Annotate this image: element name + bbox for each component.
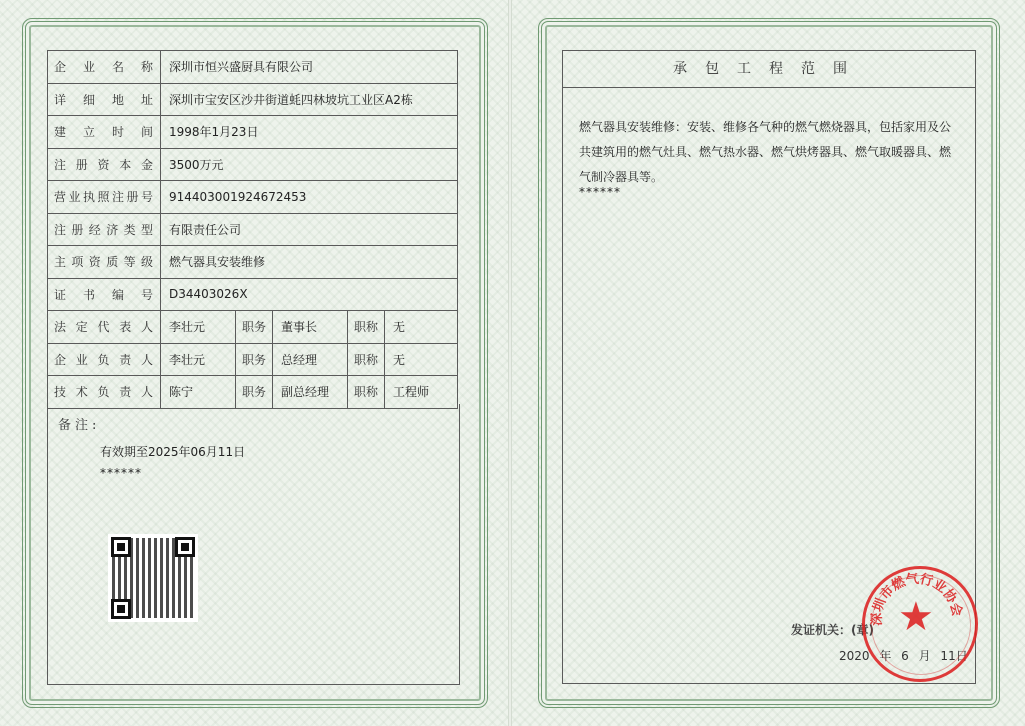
person-post: 总经理 — [273, 343, 348, 376]
person-name: 李壮元 — [161, 343, 236, 376]
table-row — [48, 51, 458, 84]
license-number-value: 914403001924672453 — [161, 181, 458, 214]
remarks-section — [47, 404, 460, 685]
post-label: 职务 — [236, 311, 273, 344]
qr-finder-top-right — [175, 537, 195, 557]
title-label: 职称 — [348, 311, 385, 344]
person-title: 无 — [385, 343, 458, 376]
registered-capital-value: 3500万元 — [161, 148, 458, 181]
company-info-table — [47, 50, 458, 409]
seal-text: 深圳市燃气行业协会 — [869, 571, 965, 626]
scope-title: 承包工程范围 — [563, 51, 975, 88]
table-row — [48, 83, 458, 116]
person-post: 副总经理 — [273, 376, 348, 409]
scope-description: 燃气器具安装维修：安装、维修各气种的燃气燃烧器具，包括家用及公共建筑用的燃气灶具、燃气热水器、燃气烘烤器具、燃气取暖器具、燃气制冷器具等。 — [579, 120, 952, 184]
person-name: 李壮元 — [161, 311, 236, 344]
person-title: 无 — [385, 311, 458, 344]
person-title: 工程师 — [385, 376, 458, 409]
founded-date-value: 1998年1月23日 — [161, 116, 458, 149]
address-value: 深圳市宝安区沙井街道蚝四林坡坑工业区A2栋 — [161, 83, 458, 116]
row-label: 详细地址 — [48, 83, 161, 116]
post-label: 职务 — [236, 376, 273, 409]
row-label: 主项资质等级 — [48, 246, 161, 279]
remarks-stars: ****** — [100, 466, 142, 480]
company-name-value: 深圳市恒兴盛厨具有限公司 — [161, 51, 458, 84]
certificate-number-value: D34403026X — [161, 278, 458, 311]
title-label: 职称 — [348, 343, 385, 376]
row-label: 企业名称 — [48, 51, 161, 84]
title-label: 职称 — [348, 376, 385, 409]
table-row — [48, 116, 458, 149]
post-label: 职务 — [236, 343, 273, 376]
issue-date: 2020 年 6 月 11日 — [839, 649, 968, 663]
table-row — [48, 246, 458, 279]
row-label: 法定代表人 — [48, 311, 161, 344]
validity-text: 有效期至2025年06月11日 — [100, 445, 246, 459]
qr-finder-top-left — [111, 537, 131, 557]
scope-stars: ****** — [579, 185, 621, 199]
row-label: 证书编号 — [48, 278, 161, 311]
row-label: 建立时间 — [48, 116, 161, 149]
person-name: 陈宁 — [161, 376, 236, 409]
row-label: 营业执照注册号 — [48, 181, 161, 214]
row-label: 企业负责人 — [48, 343, 161, 376]
table-row — [48, 181, 458, 214]
qualification-level-value: 燃气器具安装维修 — [161, 246, 458, 279]
person-post: 董事长 — [273, 311, 348, 344]
row-label: 注册经济类型 — [48, 213, 161, 246]
red-seal-stamp — [862, 566, 978, 682]
page-spine — [508, 0, 512, 726]
table-row — [48, 278, 458, 311]
qr-code-icon — [108, 534, 198, 622]
row-label: 注册资本金 — [48, 148, 161, 181]
table-row — [48, 311, 458, 344]
table-row — [48, 213, 458, 246]
remarks-label: 备注: — [58, 418, 101, 433]
issuing-authority: 发证机关：(章) — [791, 623, 874, 637]
seal-star-icon: ★ — [898, 594, 934, 640]
table-row — [48, 148, 458, 181]
economic-type-value: 有限责任公司 — [161, 213, 458, 246]
qr-finder-bottom-left — [111, 599, 131, 619]
table-row — [48, 343, 458, 376]
row-label: 技术负责人 — [48, 376, 161, 409]
